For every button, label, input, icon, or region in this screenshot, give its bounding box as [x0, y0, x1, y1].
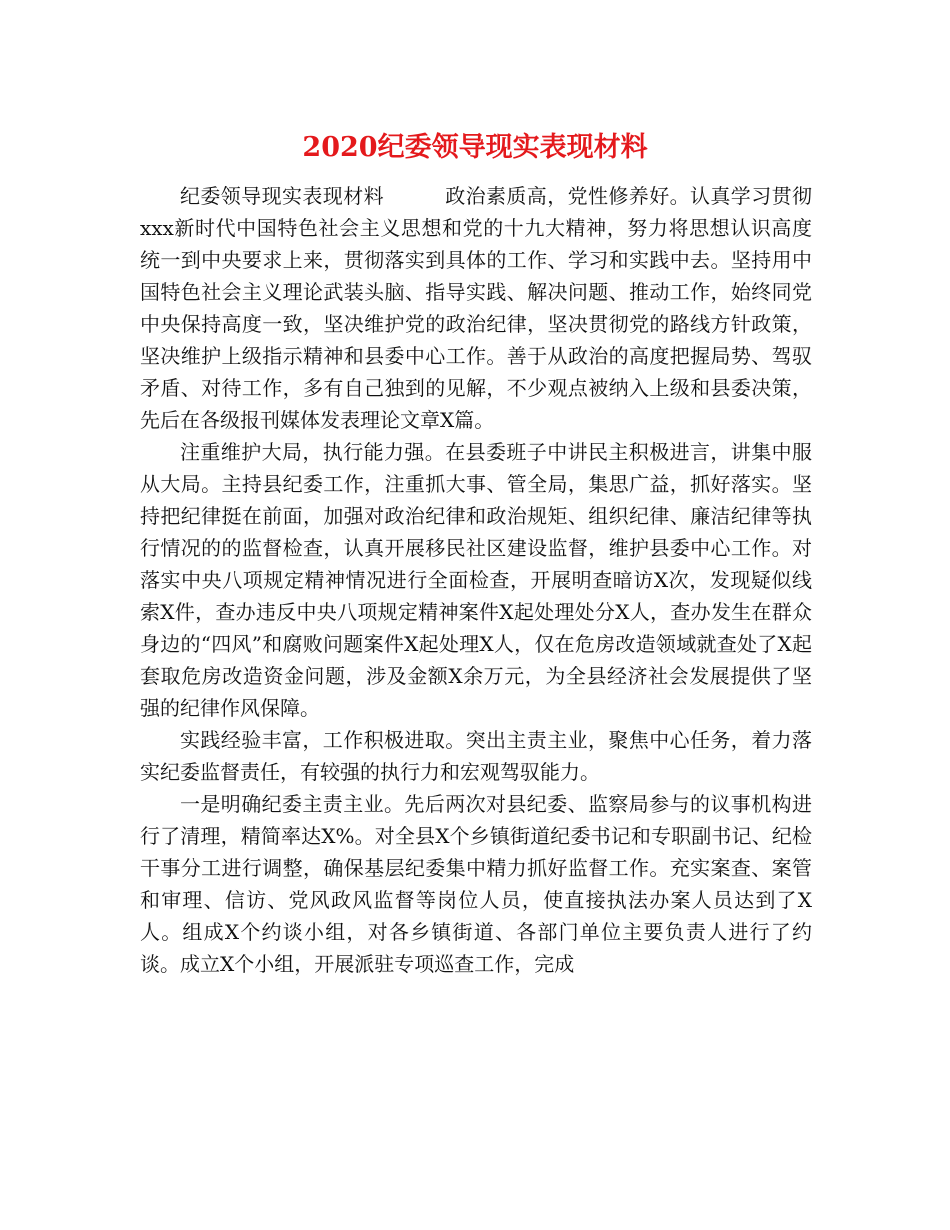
paragraph-3: 实践经验丰富，工作积极进取。突出主责主业，聚焦中心任务，着力落实纪委监督责任，有较强的执行力和宏观驾驭能力。: [140, 728, 812, 784]
paragraph-2: 注重维护大局，执行能力强。在县委班子中讲民主积极进言，讲集中服从大局。主持县纪委工作，注重抓大事、管全局，集思广益，抓好落实。坚持把纪律挺在前面，加强对政治纪律和政治规矩、组织纪律、廉洁纪律等执行情况的的监督检查，认真开展移民社区建设监督，维护县委中心工作。对落实中央八项规定精神情况进行全面检查，开展明查暗访X次，发现疑似线索X件，查办违反中央八项规定精神案件X起处理处分X人，查办发生在群众身边的“四风”和腐败问题案件X起处理X人，仅在危房改造领域就查处了X起套取危房改造资金问题，涉及金额X余万元，为全县经济社会发展提供了坚强的纪律作风保障。: [140, 440, 812, 720]
paragraph-4: 一是明确纪委主责主业。先后两次对县纪委、监察局参与的议事机构进行了清理，精简率达X%。对全县X个乡镇街道纪委书记和专职副书记、纪检干事分工进行调整，确保基层纪委集中精力抓好监督工作。充实案查、案管和审理、信访、党风政风监督等岗位人员，使直接执法办案人员达到了X人。组成X个约谈小组，对各乡镇街道、各部门单位主要负责人进行了约谈。成立X个小组，开展派驻专项巡查工作，完成: [140, 792, 812, 976]
paragraph-1: 纪委领导现实表现材料 政治素质高，党性修养好。认真学习贯彻xxx新时代中国特色社会主义思想和党的十九大精神，努力将思想认识高度统一到中央要求上来，贯彻落实到具体的工作、学习和实践中去。坚持用中国特色社会主义理论武装头脑、指导实践、解决问题、推动工作，始终同党中央保持高度一致，坚决维护党的政治纪律，坚决贯彻党的路线方针政策，坚决维护上级指示精神和县委中心工作。善于从政治的高度把握局势、驾驭矛盾、对待工作，多有自己独到的见解，不少观点被纳入上级和县委决策，先后在各级报刊媒体发表理论文章X篇。: [140, 184, 812, 432]
document-title: 2020纪委领导现实表现材料: [302, 132, 648, 163]
document-body: [140, 180, 812, 980]
